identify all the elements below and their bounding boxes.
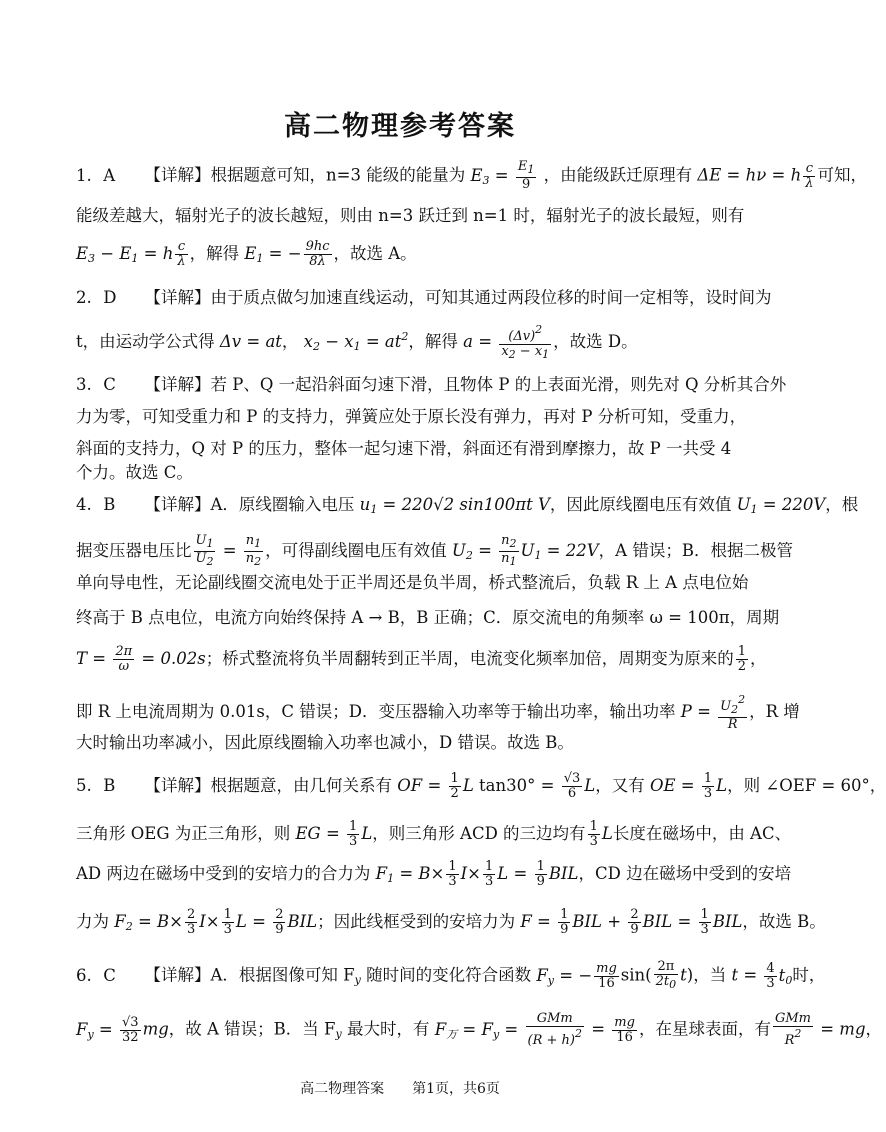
q6-line-2: $F_y$ = $\frac{√3}{32}$ mg，故 A 错误；B．当 $F_y$ 最大时，有 $F_万 = F_y$ = $\frac{\text{GMm}}{(R + h)^2}$ = $\frac{mg}{16}$ ，在星球表面，有 $\frac{\text{GMm}}{R^2}$ = mg，: [76, 1011, 883, 1048]
q1-formula-de: ΔE = hν = h: [697, 165, 802, 185]
q2-answer: D: [103, 288, 117, 307]
q6-number: 6.: [76, 965, 92, 985]
q1-line-2: 能级差越大，辐射光子的波长越短，则由 n=3 跃迁到 n=1 时，辐射光子的波长最短，则有: [76, 206, 745, 225]
q4-line-4: 终高于 B 点电位，电流方向始终保持 A → B，B 正确；C．原交流电的角频率 ω = 100π，周期: [76, 608, 780, 627]
q2-number: 2.: [76, 288, 92, 307]
q3-line-3: 斜面的支持力，Q 对 P 的压力，整体一起匀速下滑，斜面还有滑到摩擦力，故 P 一共受 4: [76, 439, 732, 458]
q4-line-1: 4. B 【详解】A．原线圈输入电压 $u_1 = 220√2$ sin100πt V，因此原线圈电压有效值 $U_1 = 220V$，根: [76, 495, 859, 516]
q4-line-7: 大时输出功率减小，因此原线圈输入功率也减小，D 错误。故选 B。: [76, 733, 574, 752]
q5-number: 5.: [76, 776, 92, 795]
q3-number: 3.: [76, 375, 92, 394]
q5-line-2: 三角形 OEG 为正三角形，则 EG = $\frac{1}{3}$ L，则三角形 ACD 的三边均有 $\frac{1}{3}$ L长度在磁场中，由 AC、: [76, 819, 792, 849]
q1-formula-e3: $E_3$ =: [470, 165, 514, 187]
q1-line-1: 1. A 【详解】根据题意可知，n=3 能级的能量为 $E_3$ = $\frac{E_1}{9}$ ，由能级跃迁原理有 ΔE = hν = h $\frac{c}{\lambda}$ 可知，: [76, 159, 867, 192]
q3-line-2: 力为零，可知受重力和 P 的支持力，弹簧应处于原长没有弹力，再对 P 分析可知，受重力，: [76, 407, 747, 426]
q3-line-1: 3. C 【详解】若 P、Q 一起沿斜面匀速下滑，且物体 P 的上表面光滑，则先对 Q 分析其合外: [76, 375, 787, 394]
q2-line-1: 2. D 【详解】由于质点做匀加速直线运动，可知其通过两段位移的时间一定相等，设时间为: [76, 288, 772, 307]
q5-line-3: AD 两边在磁场中受到的安培力的合力为 $F_1 = B\times$ $\frac{1}{3}$ I× $\frac{1}{3}$ L = $\frac{1}{9}$ BIL，CD 边在磁场中受到的安培: [76, 859, 792, 889]
q1-number: 1.: [76, 165, 92, 185]
page-footer: 高二物理答案 第1页，共6页: [300, 1081, 500, 1097]
page-title: 高二物理参考答案: [284, 111, 516, 142]
q6-answer: C: [103, 965, 116, 985]
q4-line-2: 据变压器电压比 $\frac{U_1}{U_2}$ = $\frac{n_1}{n_2}$ ，可得副线圈电压有效值 $U_2$ = $\frac{n_2}{n_1}$ $U_1 = 22V$，A 错误；B．根据二极管: [76, 533, 793, 568]
q4-line-5: T = $\frac{2\pi}{\omega}$ = 0.02s；桥式整流将负半周翻转到正半周，电流变化频率加倍，周期变为原来的 $\frac{1}{2}$ ，: [76, 644, 767, 674]
q6-line-1: 6. C 【详解】A．根据图像可知 $F_y$ 随时间的变化符合函数 $F_y$ = − $\frac{mg}{16}$ sin( $\frac{2\pi}{2t_0}$ t)，当 t = $\frac{4}{3}$ $t_0$时，: [76, 959, 826, 991]
q4-line-6: 即 R 上电流周期为 0.01s，C 错误；D．变压器输入功率等于输出功率，输出功率 P = $\frac{U_2^2}{R}$ ，R 增: [76, 693, 800, 732]
q1-line-3: $E_3 - E_1 = h$ $\frac{c}{\lambda}$ ，解得 $E_1$ = − $\frac{9hc}{8\lambda}$ ，故选 A。: [76, 239, 417, 269]
q5-answer: B: [103, 776, 116, 795]
q3-line-4: 个力。故选 C。: [76, 463, 193, 482]
q4-answer: B: [103, 495, 116, 514]
q3-answer: C: [103, 375, 116, 394]
q4-line-3: 单向导电性，无论副线圈交流电处于正半周还是负半周，桥式整流后，负载 R 上 A 点电位始: [76, 573, 749, 592]
q1-answer: A: [103, 165, 116, 185]
q2-line-2: t，由运动学公式得 Δv = at， $x_2 - x_1 = at^2$，解得 a = $\frac{(\Delta v)^2}{x_2 - x_1}$ ，故选 D。: [76, 323, 638, 361]
q4-number: 4.: [76, 495, 92, 514]
q5-line-4: 力为 $F_2 = B\times$ $\frac{2}{3}$ I× $\frac{1}{3}$ L = $\frac{2}{9}$ BIL；因此线框受到的安培力为 F = $\frac{1}{9}$ BIL + $\frac{2}{9}$ BIL = $\frac{1}{3}$ BIL，故选 B。: [76, 907, 826, 937]
q5-line-1: 5. B 【详解】根据题意，由几何关系有 OF = $\frac{1}{2}$ L tan30° = $\frac{√3}{6}$ L，又有 OE = $\frac{1}{3}$ L，则 ∠OEF = 60°，: [76, 771, 886, 801]
